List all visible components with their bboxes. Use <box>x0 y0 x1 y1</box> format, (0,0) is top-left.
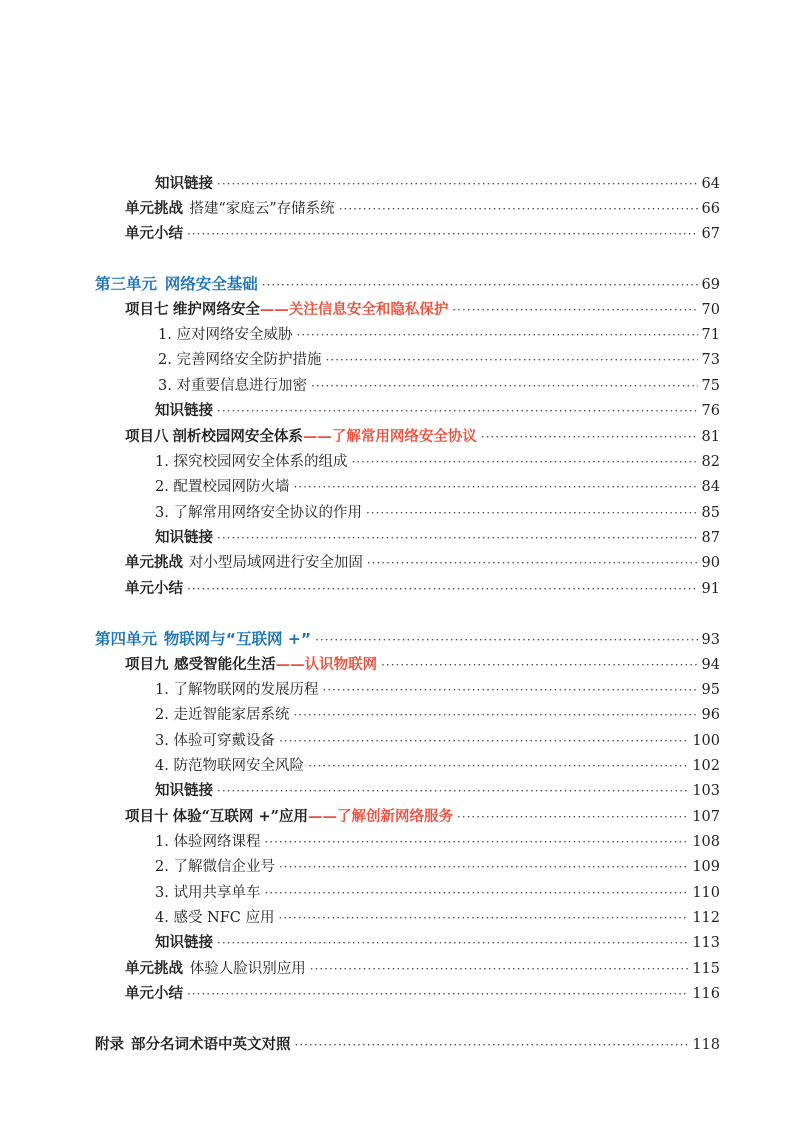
dot-leader <box>279 730 688 752</box>
toc-row-section[interactable] <box>158 349 720 371</box>
section-title: 1. 探究校园网安全体系的组成 <box>155 454 348 470</box>
page-number: 82 <box>701 454 720 470</box>
section-title: 3. 对重要信息进行加密 <box>158 378 307 394</box>
dot-leader <box>311 375 698 397</box>
toc-row-unit-summary[interactable] <box>125 578 720 600</box>
entry-label: 单元挑战 <box>125 200 183 217</box>
entry-title: 单元小结 <box>125 985 183 1002</box>
dot-leader <box>217 932 688 954</box>
dot-leader <box>217 400 698 422</box>
dot-leader <box>279 907 689 929</box>
page-number: 67 <box>701 226 720 242</box>
page-number: 102 <box>692 758 720 774</box>
section-title: 4. 感受 NFC 应用 <box>155 910 275 926</box>
toc-row-knowledge-link[interactable] <box>155 780 720 802</box>
dot-leader <box>381 654 697 676</box>
dot-leader <box>351 451 697 473</box>
toc-row-unit-summary[interactable] <box>125 983 720 1005</box>
page-number: 110 <box>692 885 720 901</box>
unit-title: 网络安全基础 <box>164 275 258 293</box>
toc-row-unit-challenge[interactable] <box>125 958 720 980</box>
project-label: 项目九 <box>125 656 169 673</box>
entry-title: 对小型局域网进行安全加固 <box>188 555 363 571</box>
page-number: 93 <box>701 632 720 648</box>
toc-row-project-eight[interactable] <box>125 426 720 448</box>
toc-row-unit-challenge[interactable] <box>125 552 720 574</box>
dot-leader <box>325 349 697 371</box>
dot-leader <box>366 502 698 524</box>
dot-leader <box>457 806 688 828</box>
page-number: 113 <box>692 935 720 951</box>
page-number: 85 <box>701 505 720 521</box>
section-title: 3. 试用共享单车 <box>155 885 261 901</box>
dot-leader <box>279 856 688 878</box>
project-title: 剖析校园网安全体系 <box>172 428 303 445</box>
dot-leader <box>187 578 698 600</box>
page-number: 76 <box>701 403 720 419</box>
section-title: 2. 走近智能家居系统 <box>155 707 290 723</box>
toc-row-section[interactable] <box>155 679 720 701</box>
toc-row-section[interactable] <box>155 856 720 878</box>
toc-row-section[interactable] <box>155 730 720 752</box>
project-title: 维护网络安全 <box>172 301 260 318</box>
toc-row-section[interactable] <box>155 882 720 904</box>
section-title: 2. 了解微信企业号 <box>155 859 275 875</box>
dot-leader <box>264 882 688 904</box>
dot-leader <box>217 527 698 549</box>
dot-leader <box>339 198 698 220</box>
project-title: 感受智能化生活 <box>174 656 276 673</box>
entry-label: 单元挑战 <box>125 554 183 571</box>
page-number: 81 <box>701 429 720 445</box>
entry-label: 单元挑战 <box>125 960 183 977</box>
page-number: 96 <box>701 707 720 723</box>
section-title: 4. 防范物联网安全风险 <box>155 758 304 774</box>
dot-leader <box>322 679 697 701</box>
unit-title: 物联网与“互联网 +” <box>163 630 312 648</box>
section-title: 3. 体验可穿戴设备 <box>155 733 275 749</box>
toc-row-section[interactable] <box>155 831 720 853</box>
toc-row-section[interactable] <box>158 324 720 346</box>
unit-label: 第四单元 <box>95 630 158 648</box>
appendix-label: 附录 <box>95 1036 124 1053</box>
page-number: 64 <box>701 176 720 192</box>
entry-title: 体验人脸识别应用 <box>189 961 306 977</box>
page-number: 87 <box>701 530 720 546</box>
toc-row-section[interactable] <box>155 451 720 473</box>
toc-row-project-ten[interactable] <box>125 806 720 828</box>
toc-row-section[interactable] <box>155 476 720 498</box>
page-number: 73 <box>701 352 720 368</box>
toc-row-unit-summary[interactable] <box>125 223 720 245</box>
page-number: 70 <box>701 302 720 318</box>
entry-title: 知识链接 <box>155 402 213 419</box>
section-title: 2. 完善网络安全防护措施 <box>158 352 322 368</box>
page-number: 108 <box>692 834 720 850</box>
page-number: 107 <box>692 809 720 825</box>
dot-leader <box>452 299 697 321</box>
entry-title: 单元小结 <box>125 580 183 597</box>
dot-leader <box>217 780 688 802</box>
toc-row-project-nine[interactable] <box>125 654 720 676</box>
dot-leader <box>187 983 688 1005</box>
page-number: 116 <box>692 986 720 1002</box>
toc-row-knowledge-link[interactable] <box>155 400 720 422</box>
toc-row-section[interactable] <box>155 502 720 524</box>
page-number: 94 <box>701 657 720 673</box>
section-title: 1. 应对网络安全威胁 <box>158 327 293 343</box>
dot-leader <box>308 755 688 777</box>
toc-row-knowledge-link[interactable] <box>155 173 720 195</box>
page-number: 90 <box>701 555 720 571</box>
appendix-title: 部分名词术语中英文对照 <box>130 1036 291 1053</box>
entry-title: 知识链接 <box>155 934 213 951</box>
page-number: 103 <box>692 783 720 799</box>
toc-row-unit-challenge[interactable] <box>125 198 720 220</box>
dot-leader <box>310 958 689 980</box>
dot-leader <box>296 324 697 346</box>
toc-row-section[interactable] <box>155 907 720 929</box>
page-number: 91 <box>701 581 720 597</box>
toc-row-project-seven[interactable] <box>125 299 720 321</box>
project-subtitle: ——认识物联网 <box>275 656 378 673</box>
project-label: 项目十 <box>125 808 169 825</box>
entry-title: 单元小结 <box>125 225 183 242</box>
page-number: 112 <box>692 910 720 926</box>
dot-leader <box>264 831 688 853</box>
dot-leader <box>187 223 698 245</box>
entry-title: 知识链接 <box>155 175 213 192</box>
page-number: 69 <box>701 277 720 293</box>
section-title: 3. 了解常用网络安全协议的作用 <box>155 505 362 521</box>
page-number: 109 <box>692 859 720 875</box>
project-label: 项目八 <box>125 428 169 445</box>
toc-row-knowledge-link[interactable] <box>155 932 720 954</box>
page-number: 100 <box>692 733 720 749</box>
toc-row-unit-three[interactable] <box>95 273 720 295</box>
toc-row-section[interactable] <box>158 375 720 397</box>
page-number: 71 <box>701 327 720 343</box>
dot-leader <box>217 173 698 195</box>
project-subtitle: ——关注信息安全和隐私保护 <box>259 301 449 318</box>
toc-row-section[interactable] <box>155 755 720 777</box>
toc-row-unit-four[interactable] <box>95 628 720 650</box>
section-title: 2. 配置校园网防火墙 <box>155 479 290 495</box>
project-title: 体验“互联网 +”应用 <box>172 808 308 825</box>
dot-leader <box>367 552 698 574</box>
section-title: 1. 体验网络课程 <box>155 834 261 850</box>
project-subtitle: ——了解创新网络服务 <box>307 808 453 825</box>
toc-row-appendix[interactable] <box>95 1034 720 1056</box>
page-number: 66 <box>701 201 720 217</box>
entry-title: 知识链接 <box>155 529 213 546</box>
unit-label: 第三单元 <box>95 275 158 293</box>
section-title: 1. 了解物联网的发展历程 <box>155 682 319 698</box>
dot-leader <box>293 476 697 498</box>
entry-title: 搭建“家庭云”存储系统 <box>189 201 335 217</box>
dot-leader <box>481 426 698 448</box>
dot-leader <box>294 1034 688 1056</box>
dot-leader <box>262 274 698 296</box>
page-number: 75 <box>701 378 720 394</box>
page-number: 84 <box>701 479 720 495</box>
page-number: 95 <box>701 682 720 698</box>
page-number: 118 <box>692 1037 720 1053</box>
dot-leader <box>315 629 697 651</box>
page-number: 115 <box>692 961 720 977</box>
project-subtitle: ——了解常用网络安全协议 <box>302 428 477 445</box>
toc-row-knowledge-link[interactable] <box>155 527 720 549</box>
entry-title: 知识链接 <box>155 782 213 799</box>
project-label: 项目七 <box>125 301 169 318</box>
toc-row-section[interactable] <box>155 704 720 726</box>
dot-leader <box>293 704 697 726</box>
